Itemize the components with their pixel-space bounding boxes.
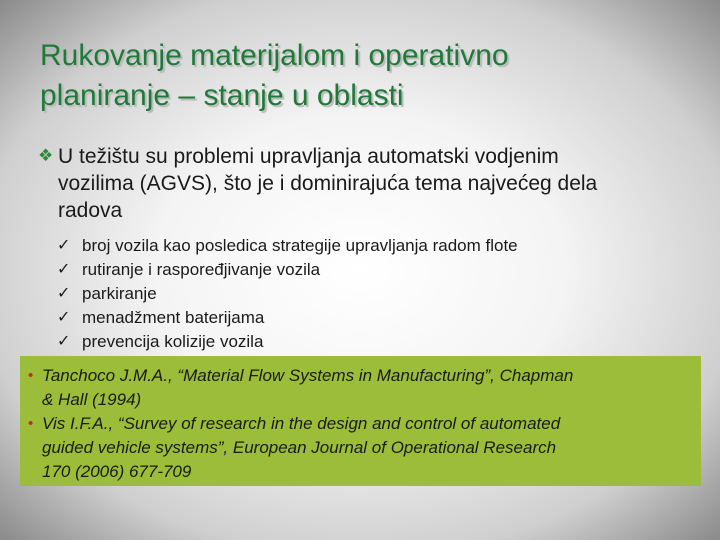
sub-bullet-list: [57, 234, 677, 354]
main-bullet-line-3: radova: [58, 199, 123, 222]
references-list: [28, 364, 687, 484]
reference-item: [28, 412, 687, 484]
checkmark-icon: ✓: [57, 261, 71, 278]
bullet-dot-icon: •: [28, 367, 34, 384]
bullet-dot-icon: •: [28, 415, 34, 432]
main-bullet: [38, 143, 708, 224]
main-bullet-text: [58, 143, 708, 224]
main-bullet-line-2: vozilima (AGVS), što je i dominirajuća tema najvećeg dela: [58, 172, 598, 195]
list-item-label: prevencija kolizije vozila: [82, 332, 264, 351]
checkmark-icon: ✓: [57, 309, 71, 326]
checkmark-icon: ✓: [57, 285, 71, 302]
diamond-bullet-icon: ❖: [38, 146, 54, 165]
list-item-label: rutiranje i raspoređjivanje vozila: [82, 260, 321, 279]
list-item-label: menadžment baterijama: [82, 308, 265, 327]
list-item: [57, 258, 677, 282]
slide-title: [40, 36, 690, 116]
list-item-label: parkiranje: [82, 284, 157, 303]
checkmark-icon: ✓: [57, 333, 71, 350]
list-item: [57, 282, 677, 306]
reference-line: & Hall (1994): [42, 390, 142, 409]
list-item: [57, 306, 677, 330]
reference-line: 170 (2006) 677-709: [42, 462, 192, 481]
reference-item: [28, 364, 687, 412]
checkmark-icon: ✓: [57, 237, 71, 254]
references-box: [20, 356, 701, 486]
list-item-label: broj vozila kao posledica strategije upravljanja radom flote: [82, 236, 518, 255]
list-item: [57, 330, 677, 354]
title-line-1: Rukovanje materijalom i operativno: [40, 39, 509, 72]
title-line-2: planiranje – stanje u oblasti: [40, 79, 404, 112]
reference-line: Vis I.F.A., “Survey of research in the design and control of automated: [42, 414, 561, 433]
reference-line: Tanchoco J.M.A., “Material Flow Systems in Manufacturing”, Chapman: [42, 366, 574, 385]
main-bullet-line-1: U težištu su problemi upravljanja automatski vodjenim: [58, 145, 559, 168]
reference-line: guided vehicle systems”, European Journal of Operational Research: [42, 438, 557, 457]
list-item: [57, 234, 677, 258]
